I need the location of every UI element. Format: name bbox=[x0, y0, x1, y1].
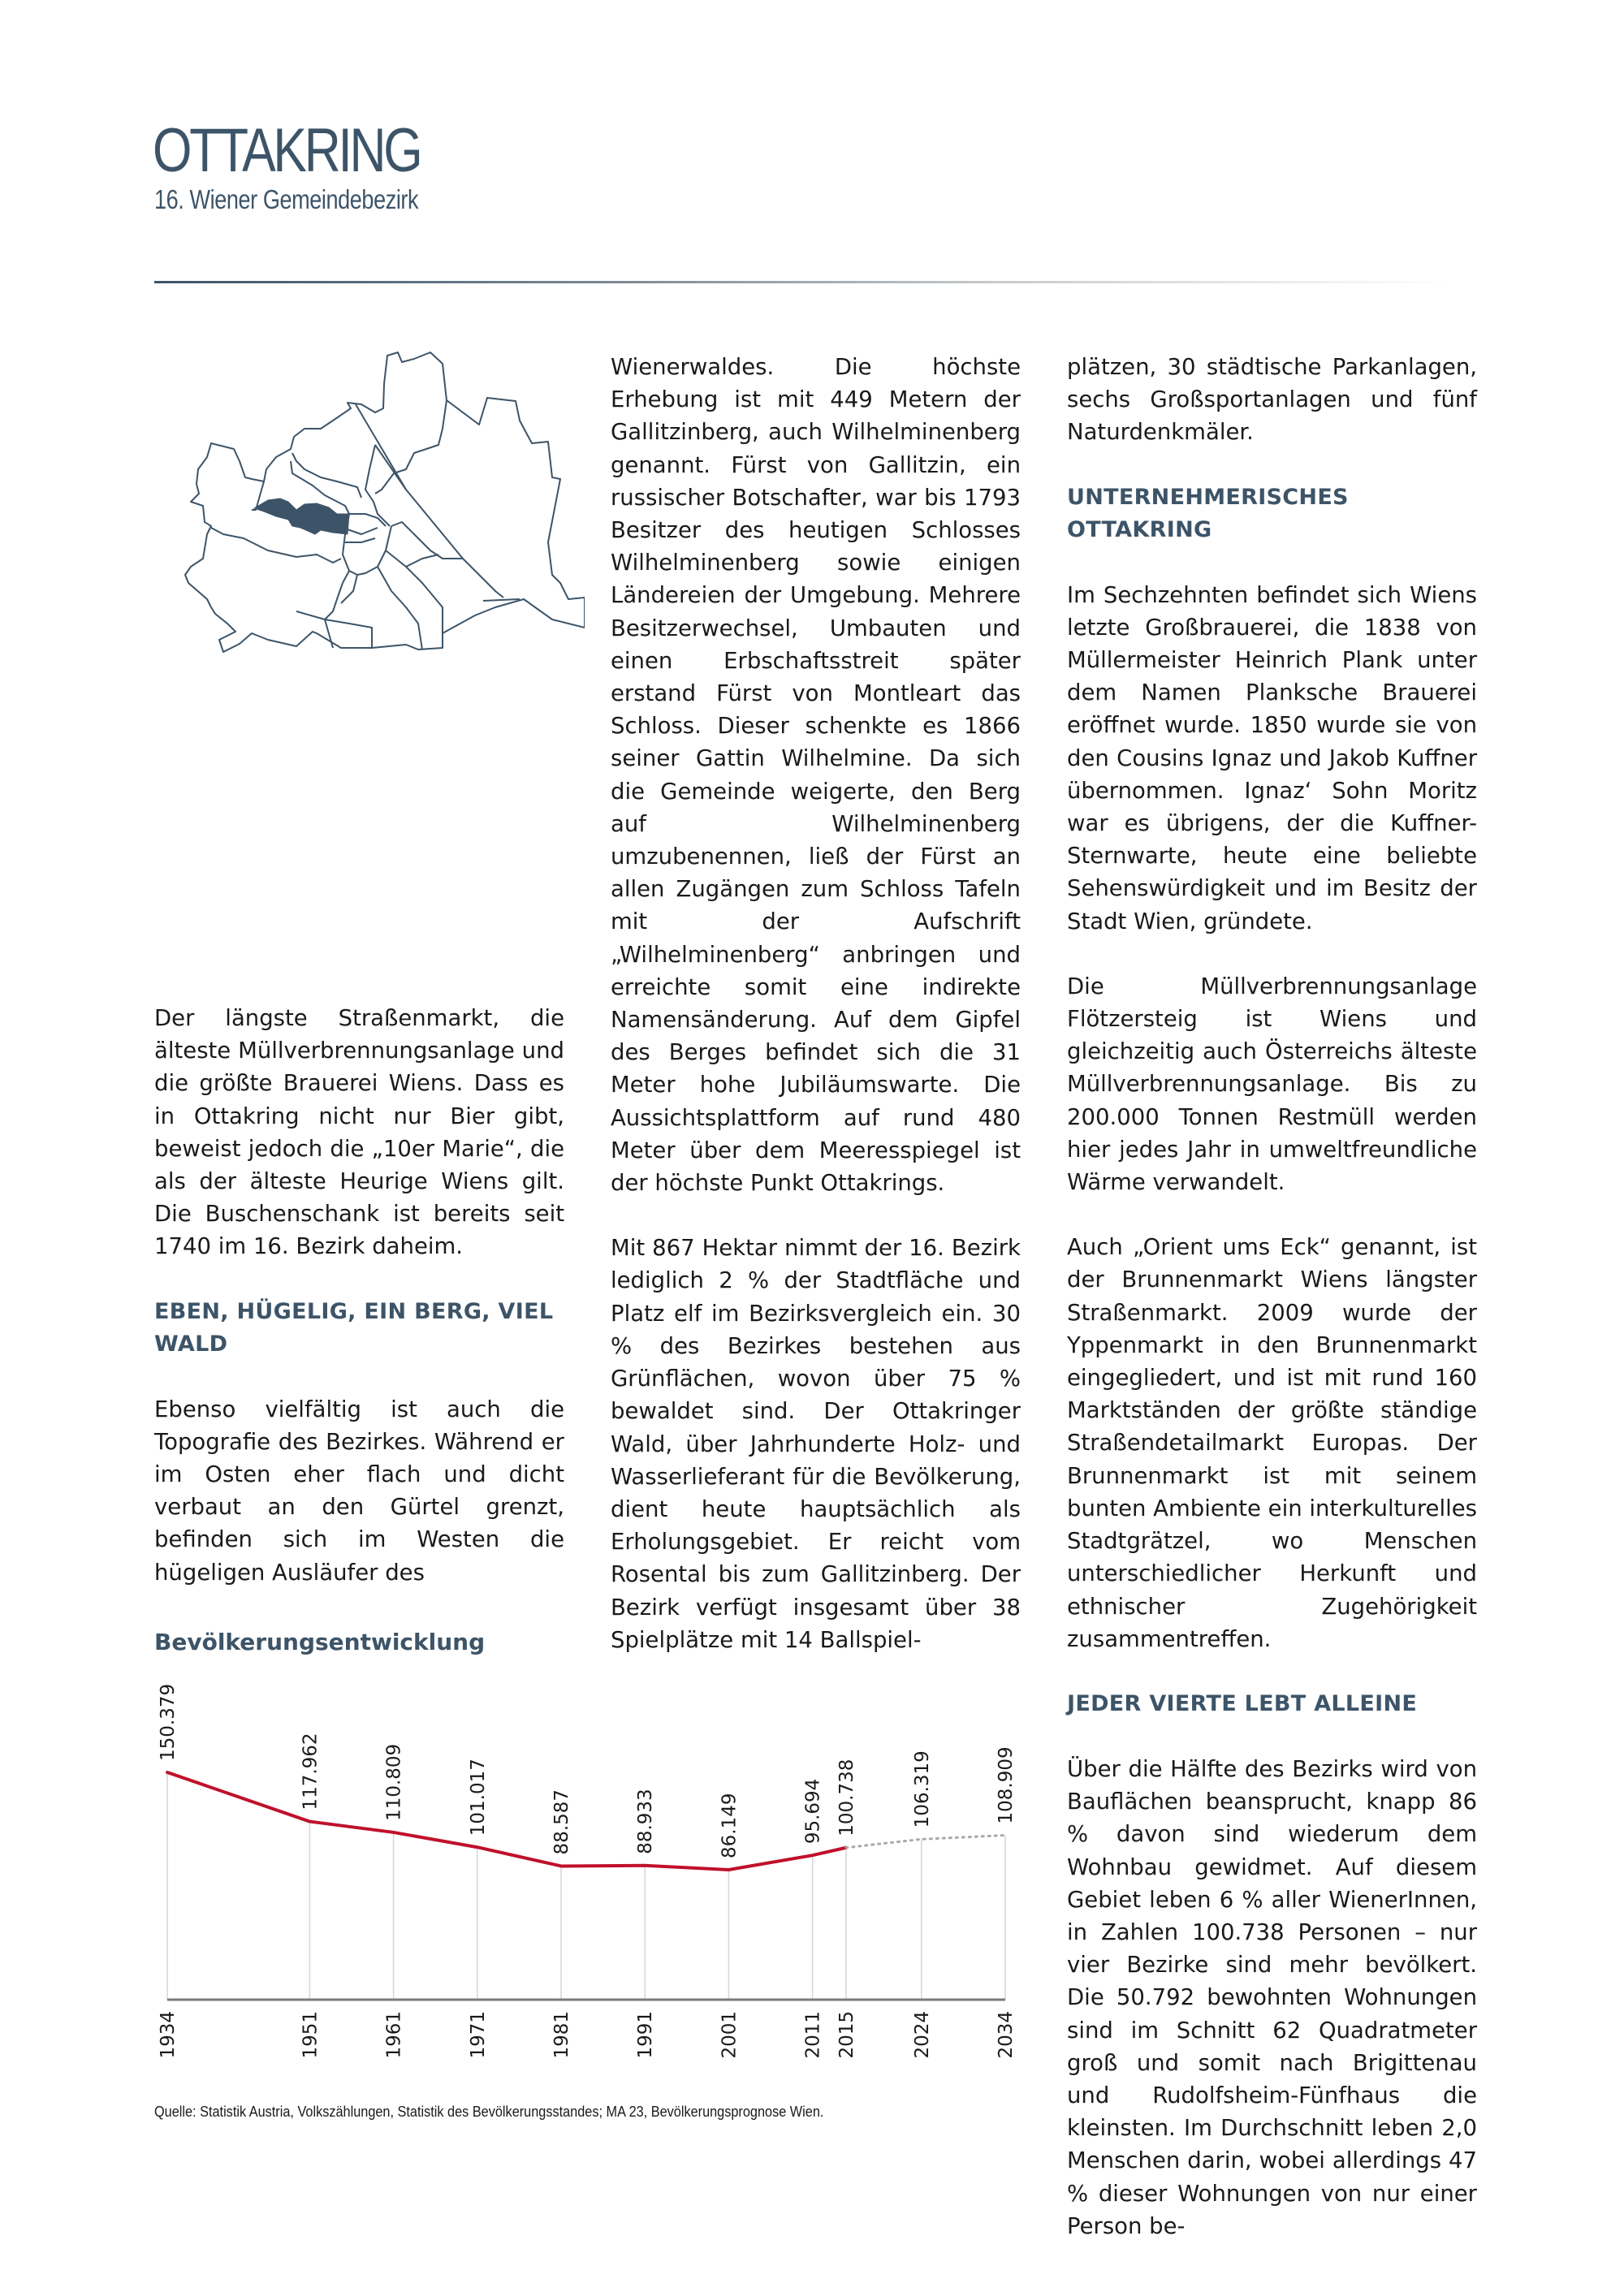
data-value-label: 100.738 bbox=[836, 1759, 857, 1836]
population-line-chart bbox=[146, 1672, 1023, 2062]
intro-paragraph: Der längste Straßenmarkt, die älteste Müllverbrennungsanlage und die größte Brauerei Wiens. Dass es in Ottakring nicht nur Bier gibt, beweist jedoch die „10er Marie“, die als der älteste Heurige Wiens gilt. Die Buschenschank ist bereits seit 1740 im 16. Bezirk daheim. bbox=[154, 1005, 564, 1260]
year-tick-label: 1934 bbox=[158, 2011, 179, 2059]
year-tick-label: 1991 bbox=[635, 2011, 657, 2059]
ottakring-district-highlight bbox=[254, 498, 349, 534]
section-heading-alleine: JEDER VIERTE LEBT ALLEINE bbox=[1067, 1690, 1418, 1716]
flaeche-paragraph: Mit 867 Hektar nimmt der 16. Bezirk lediglich 2 % der Stadtfläche und Platz elf im Bezirksvergleich ein. 30 % des Bezirkes bestehen aus Grünflächen, wovon über 75 % bewaldet sind. Der Ottakringer Wald, über Jahrhunderte Holz- und Wasserlieferant für die Bevölkerung, dient heute hauptsächlich als Erholungsgebiet. Er reicht vom Rosental bis zum Gallitzinberg. Der Bezirk verfügt insgesamt über 38 Spielplätze mit 14 Ballspiel- bbox=[611, 1235, 1021, 1653]
year-tick-label: 2011 bbox=[802, 2011, 824, 2059]
data-value-label: 117.962 bbox=[300, 1733, 322, 1810]
muellverbrennung-paragraph: Die Müllverbrennungsanlage Flötzersteig ist Wiens und gleichzeitig auch Österreichs älteste Müllverbrennungsanlage. Bis zu 200.000 Tonnen Restmüll werden hier jedes Jahr in umweltfreundliche Wärme verwandelt. bbox=[1067, 973, 1477, 1196]
year-tick-label: 1961 bbox=[383, 2011, 405, 2059]
forecast-line bbox=[846, 1835, 1005, 1847]
wohnbau-paragraph: Über die Hälfte des Bezirks wird von Bauflächen beansprucht, knapp 86 % davon sind wiederum dem Wohnbau gewidmet. Auf diesem Gebiet leben 6 % aller WienerInnen, in Zahlen 100.738 Personen – nur vier Bezirke sind mehr bevölkert. Die 50.792 bewohnten Wohnungen sind im Schnitt 62 Quadratmeter groß und somit nach Brigittenau und Rudolfsheim-Fünfhaus die kleinsten. Im Durchschnitt leben 2,0 Menschen darin, wobei allerdings 47 % dieser Wohnungen von nur einer Person be- bbox=[1067, 1755, 1477, 2239]
data-value-label: 101.017 bbox=[467, 1759, 489, 1836]
data-value-label: 88.587 bbox=[551, 1789, 573, 1855]
data-value-label: 86.149 bbox=[719, 1793, 741, 1858]
topografie-paragraph: Ebenso vielfältig ist auch die Topografie des Bezirkes. Während er im Osten eher flach und dicht verbaut an den Gürtel grenzt, befinden sich im Westen die hügeligen Ausläufer des bbox=[154, 1396, 564, 1586]
population-line bbox=[167, 1772, 846, 1870]
year-tick-label: 1971 bbox=[467, 2011, 489, 2059]
page-title: OTTAKRING bbox=[153, 116, 421, 185]
vienna-district-map bbox=[162, 339, 585, 664]
data-value-label: 108.909 bbox=[996, 1746, 1017, 1824]
parks-paragraph: plätzen, 30 städtische Parkanlagen, sechs Großsportanlagen und fünf Naturdenkmäler. bbox=[1067, 354, 1477, 446]
page-subtitle: 16. Wiener Gemeindebezirk bbox=[154, 184, 419, 214]
chart-title: Bevölkerungsentwicklung bbox=[154, 1629, 486, 1655]
header-divider bbox=[154, 281, 1453, 283]
danube-canal-line bbox=[375, 445, 406, 490]
brunnenmarkt-paragraph: Auch „Orient ums Eck“ genannt, ist der Brunnenmarkt Wiens längster Straßenmarkt. 2009 wurde der Yppenmarkt in den Brunnenmarkt eingegliedert, und ist mit rund 160 Marktständen der größte ständige Straßendetailmarkt Europas. Der Brunnenmarkt ist mit seinem bunten Ambiente ein interkulturelles Stadtgrätzel, wo Menschen unterschiedlicher Herkunft und ethnischer Zugehörigkeit zusammentreffen. bbox=[1067, 1234, 1477, 1652]
year-tick-label: 2001 bbox=[719, 2011, 741, 2059]
brauerei-paragraph: Im Sechzehnten befindet sich Wiens letzte Großbrauerei, die 1838 von Müllermeister Heinrich Plank unter dem Namen Planksche Brauerei eröffnet wurde. 1850 wurde sie von den Cousins Ignaz und Jakob Kuffner übernommen. Ignaz‘ Sohn Moritz war es übrigens, der die Kuffner-Sternwarte, heute eine beliebte Sehenswürdigkeit und im Besitz der Stadt Wien, gründete. bbox=[1067, 581, 1477, 934]
year-tick-label: 2015 bbox=[836, 2011, 857, 2059]
text-column-2 bbox=[611, 351, 1021, 1689]
year-tick-label: 2024 bbox=[911, 2011, 933, 2059]
year-tick-label: 1951 bbox=[300, 2011, 322, 2059]
text-column-1 bbox=[154, 1002, 564, 1621]
wilhelminenberg-paragraph: Wienerwaldes. Die höchste Erhebung ist mit 449 Metern der Gallitzinberg, auch Wilhelminenberg genannt. Fürst von Gallitzin, ein russischer Botschafter, war bis 1793 Besitzer des heutigen Schlosses Wilhelminenberg sowie einigen Ländereien der Umgebung. Mehrere Besitzerwechsel, Umbauten und einen Erbschaftsstreit später erstand Fürst von Montleart das Schloss. Dieser schenkte es 1866 seiner Gattin Wilhelmine. Da sich die Gemeinde weigerte, den Berg auf Wilhelminenberg umzubenennen, ließ der Fürst an allen Zugängen zum Schloss Tafeln mit der Aufschrift „Wilhelminenberg“ anbringen und erreichte somit eine indirekte Namensänderung. Auf dem Gipfel des Berges befindet sich die 31 Meter hohe Jubiläumswarte. Die Aussichtsplattform auf rund 480 Meter über dem Meeresspiegel ist der höchste Punkt Ottakrings. bbox=[611, 354, 1021, 1197]
data-value-label: 150.379 bbox=[158, 1683, 179, 1761]
data-value-label: 88.933 bbox=[635, 1789, 657, 1854]
section-heading-unternehmerisch: UNTERNEHMERISCHES OTTAKRING bbox=[1067, 484, 1349, 542]
chart-source-note: Quelle: Statistik Austria, Volkszählungen, Statistik des Bevölkerungsstandes; MA 23, Bevölkerungsprognose Wien. bbox=[154, 2103, 824, 2120]
data-value-label: 106.319 bbox=[911, 1750, 933, 1828]
year-tick-label: 2034 bbox=[996, 2011, 1017, 2059]
vienna-outline bbox=[185, 352, 585, 652]
text-column-3 bbox=[1067, 351, 1477, 2275]
year-tick-label: 1981 bbox=[551, 2011, 573, 2059]
data-value-label: 110.809 bbox=[383, 1743, 405, 1821]
section-heading-topografie: EBEN, HÜGELIG, EIN BERG, VIEL WALD bbox=[154, 1298, 554, 1357]
data-value-label: 95.694 bbox=[802, 1778, 824, 1845]
